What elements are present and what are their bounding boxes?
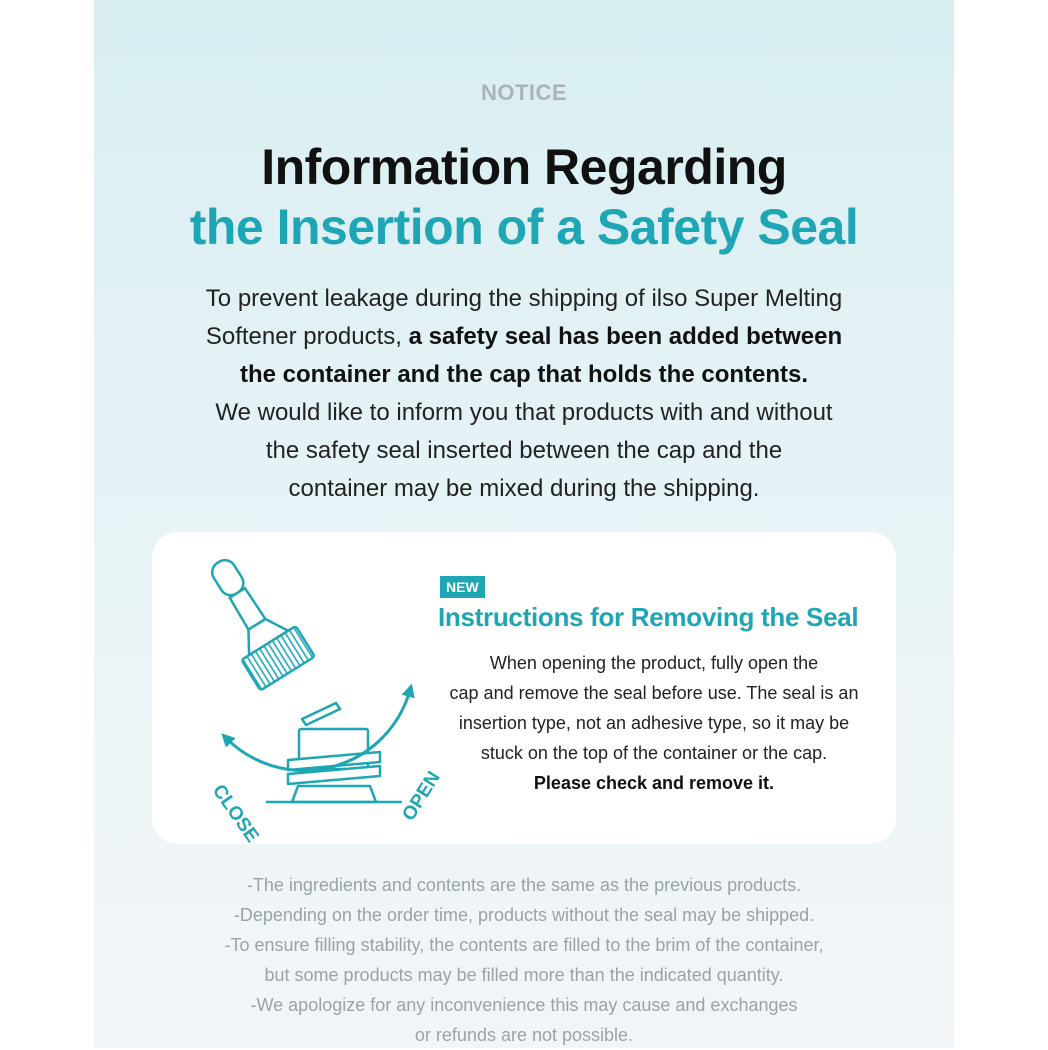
footnote-line: or refunds are not possible. [414,1025,634,1045]
new-badge: NEW [440,576,485,598]
intro-line-5: the safety seal inserted between the cap and the [265,437,783,464]
intro-line-6: container may be mixed during the shipping. [288,475,760,502]
instructions-card [152,532,896,847]
intro-line-2-bold: a safety seal has been added between [408,323,843,350]
intro-line-2-plain: Softener products, [205,323,402,350]
intro-line-2 [134,318,914,356]
notice-panel [94,0,954,1048]
instructions-line-3: insertion type, not an adhesive type, so it may be [458,713,850,733]
page-title-line2: the Insertion of a Safety Seal [189,199,859,255]
open-label: OPEN [398,767,445,825]
footnote-line: -To ensure filling stability, the contents are filled to the brim of the container, [224,935,824,955]
intro-line-3-bold: the container and the cap that holds the contents. [239,361,809,388]
footnote-line: -Depending on the order time, products without the seal may be shipped. [233,905,815,925]
dropper-bottle-illustration [180,546,445,847]
instructions-emphasis: Please check and remove it. [533,773,775,793]
footnote-line: -The ingredients and contents are the same as the previous products. [246,875,802,895]
footnotes [94,870,954,1050]
safety-seal-icon [302,703,340,725]
instructions-title: Instructions for Removing the Seal [438,602,859,632]
dropper-cap-icon [191,545,315,690]
notice-label: NOTICE [480,80,568,105]
intro-line-3 [134,356,914,394]
intro-line-4: We would like to inform you that products with and without [215,399,833,426]
close-label: CLOSE [207,780,263,847]
instructions-line-2: cap and remove the seal before use. The seal is an [449,683,859,703]
intro-text [134,280,914,508]
instructions-body [422,648,886,798]
instructions-line-4: stuck on the top of the container or the cap. [480,743,828,763]
instructions-line-1: When opening the product, fully open the [489,653,819,673]
intro-line-1: To prevent leakage during the shipping of ilso Super Melting [205,285,843,312]
page-title-line1: Information Regarding [261,139,787,195]
footnote-line: -We apologize for any inconvenience this may cause and exchanges [250,995,798,1015]
footnote-line: but some products may be filled more than the indicated quantity. [264,965,784,985]
